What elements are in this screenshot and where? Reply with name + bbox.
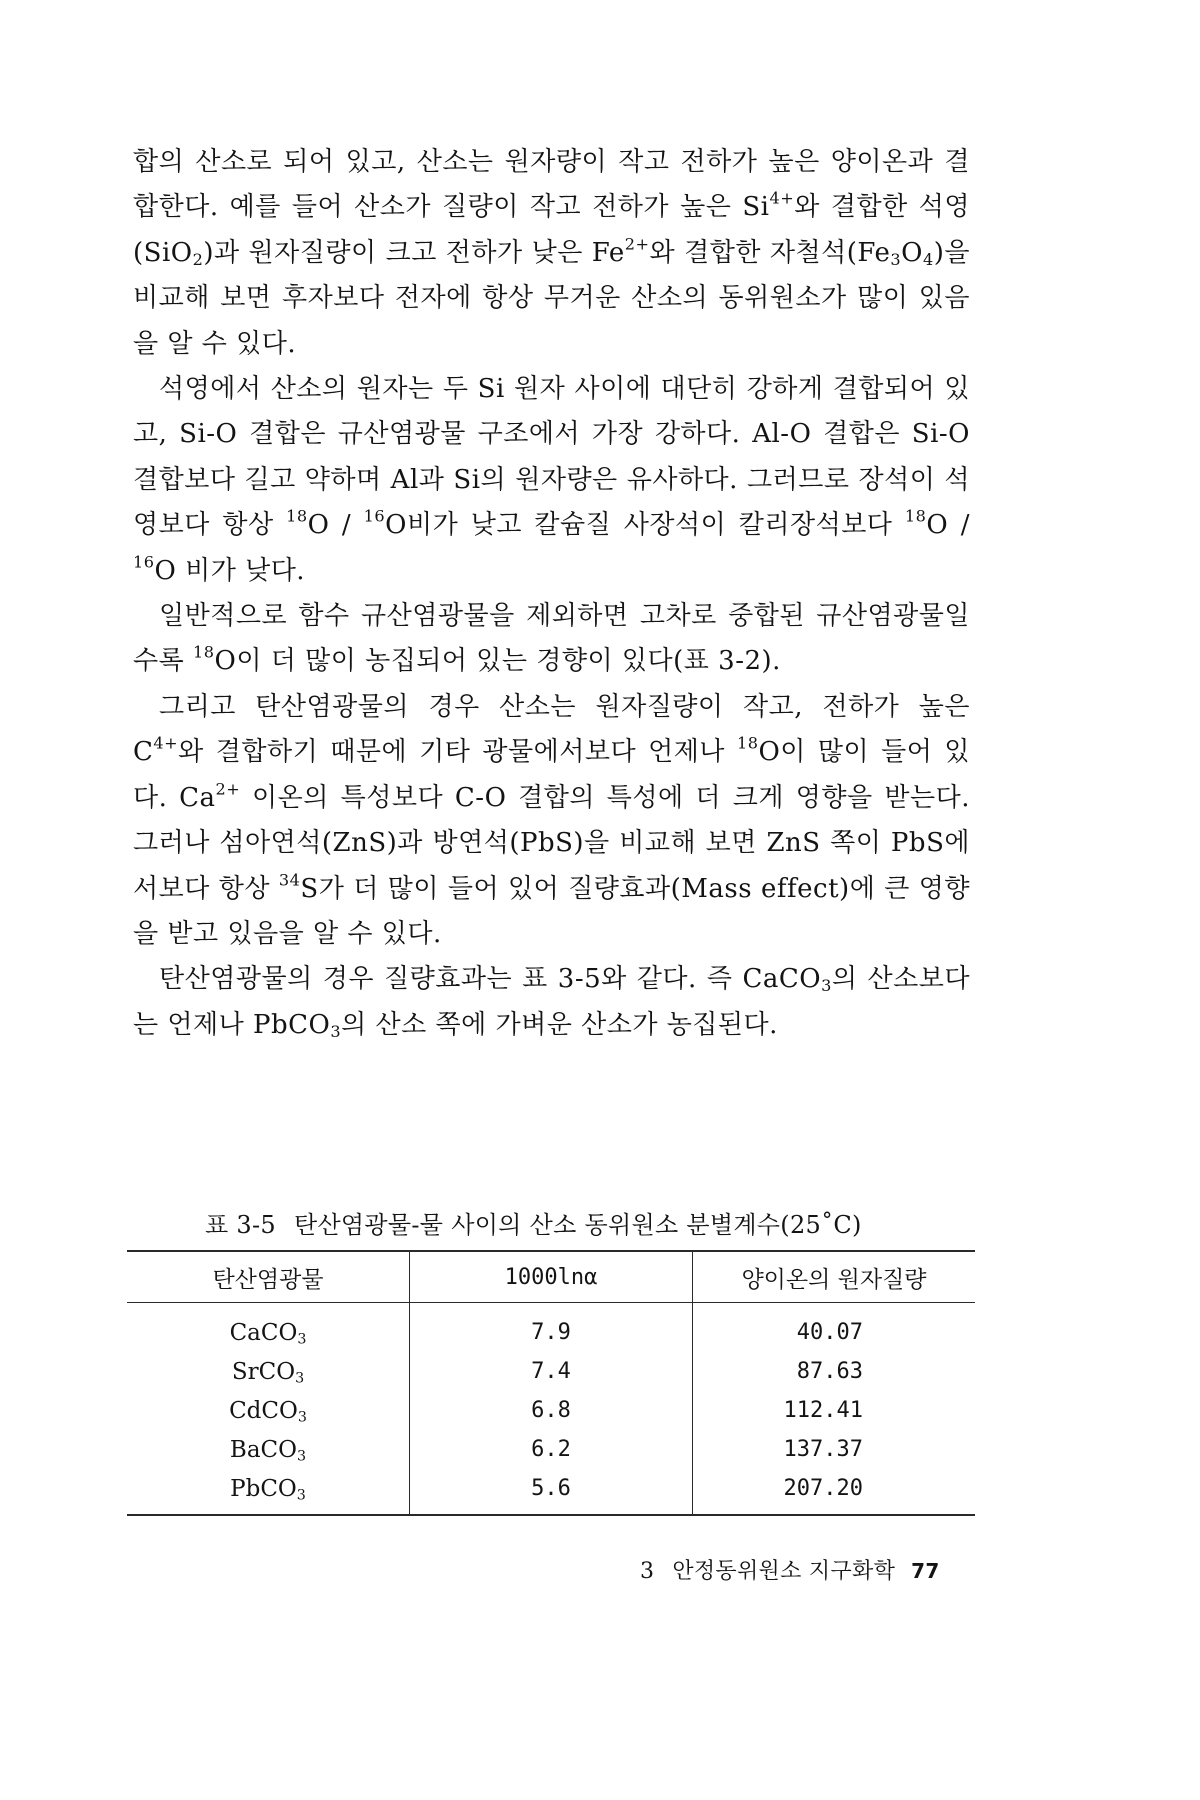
cell-atomic-mass: 207.20: [693, 1469, 976, 1515]
text-run: 와 결합하기 때문에 기타 광물에서보다 언제나: [178, 737, 737, 768]
paragraph: [133, 367, 970, 594]
cell-mineral: CaCO$_3$: [229, 1319, 307, 1348]
text-run: 이온의 특성보다 C-O 결합의 특성에 더 크게 영향을 받는다. 그러나 섬아연석(ZnS)과 방연석(PbS)을 비교해 보면 ZnS 쪽이 PbS에서보다 항상: [133, 782, 970, 904]
table-header-row: [127, 1251, 975, 1303]
table-row: [127, 1352, 975, 1391]
cell-mineral: BaCO$_3$: [229, 1436, 307, 1465]
text-run: O /: [926, 510, 970, 541]
chapter-number: 3: [640, 1559, 655, 1584]
superscript: 18: [736, 734, 759, 753]
subscript: 2: [192, 249, 204, 269]
table-row: [127, 1430, 975, 1469]
text-run: 석영에서 산소의 원자는 두 Si 원자 사이에 대단히 강하게 결합되어 있고, Si-O 결합은 규산염광물 구조에서 가장 강하다. Al-O 결합은 Si-O 결합보다 길고 약하며 Al과 Si의 원자량은 유사하다. 그러므로 장석이 석영보다 항상: [133, 374, 970, 541]
superscript: 18: [286, 506, 308, 526]
cell-fractionation: 5.6: [410, 1469, 693, 1515]
fractionation-table: [127, 1250, 975, 1516]
page-footer: [640, 1557, 980, 1586]
superscript: 2+: [624, 234, 650, 254]
paragraph: [133, 140, 970, 367]
header-mineral: 탄산염광물: [212, 1266, 324, 1293]
header-atomic-mass: 양이온의 원자질량: [693, 1251, 976, 1303]
paragraph: [133, 594, 970, 685]
superscript: 34: [278, 870, 301, 890]
cell-atomic-mass: 40.07: [693, 1303, 976, 1353]
superscript: 16: [363, 506, 386, 526]
cell-mineral: PbCO$_3$: [230, 1475, 306, 1504]
paragraph: [133, 957, 970, 1048]
cell-fractionation: 6.8: [410, 1391, 693, 1430]
text-run: O이 많이 들어 있다. Ca: [133, 737, 971, 813]
cell-mineral: SrCO$_3$: [231, 1358, 305, 1387]
table-row: [127, 1303, 975, 1353]
cell-atomic-mass: 87.63: [693, 1352, 976, 1391]
superscript: 18: [193, 643, 215, 663]
text-run: 의 산소보다는 언제나 PbCO: [133, 964, 970, 1040]
text-run: 그리고 탄산염광물의 경우 산소는 원자질량이 작고, 전하가 높은 C: [133, 691, 970, 768]
subscript: 3: [821, 976, 832, 996]
text-run: O: [901, 237, 923, 268]
text-run: 와 결합한 석영(SiO: [133, 192, 970, 268]
superscript: 16: [133, 552, 155, 572]
cell-atomic-mass: 112.41: [693, 1391, 976, 1430]
cell-fractionation: 6.2: [410, 1430, 693, 1469]
text-run: 의 산소 쪽에 가벼운 산소가 농집된다.: [341, 1009, 778, 1040]
superscript: 2+: [215, 779, 241, 799]
subscript: 4: [922, 249, 934, 269]
paragraph: [133, 685, 970, 957]
page-number: 77: [911, 1559, 940, 1583]
chapter-title: 안정동위원소 지구화학: [672, 1559, 896, 1584]
text-run: O /: [307, 510, 364, 541]
text-run: )을 비교해 보면 후자보다 전자에 항상 무거운 산소의 동위원소가 많이 있음을 알 수 있다.: [133, 237, 970, 359]
superscript: 4+: [769, 189, 795, 209]
table-row: [127, 1391, 975, 1430]
text-run: 탄산염광물의 경우 질량효과는 표 3-5와 같다. 즉 CaCO: [159, 964, 822, 995]
table-row: [127, 1469, 975, 1515]
superscript: 4+: [153, 734, 179, 753]
subscript: 3: [330, 1021, 342, 1041]
cell-mineral: CdCO$_3$: [229, 1397, 307, 1426]
cell-fractionation: 7.4: [410, 1352, 693, 1391]
text-run: O비가 낮고 칼슘질 사장석이 칼리장석보다: [385, 510, 905, 541]
text-run: O 비가 낮다.: [154, 555, 306, 586]
text-run: )과 원자질량이 크고 전하가 낮은 Fe: [203, 237, 625, 268]
cell-atomic-mass: 137.37: [693, 1430, 976, 1469]
table-caption: [205, 1210, 1005, 1240]
text-run: S가 더 많이 들어 있어 질량효과(Mass effect)에 큰 영향을 받고 있음을 알 수 있다.: [133, 873, 970, 949]
header-fractionation: 1000lnα: [410, 1251, 693, 1303]
text-run: 와 결합한 자철석(Fe: [649, 237, 891, 268]
table-caption-number: 표 3-5: [205, 1211, 276, 1239]
cell-fractionation: 7.9: [410, 1303, 693, 1353]
superscript: 18: [904, 506, 927, 526]
body-text: [133, 140, 970, 1048]
table-caption-text: 탄산염광물-물 사이의 산소 동위원소 분별계수(25˚C): [293, 1211, 862, 1239]
text-run: 일반적으로 함수 규산염광물을 제외하면 고차로 중합된 규산염광물일수록: [133, 601, 970, 677]
text-run: O이 더 많이 농집되어 있는 경향이 있다(표 3-2).: [214, 646, 781, 677]
text-run: 합의 산소로 되어 있고, 산소는 원자량이 작고 전하가 높은 양이온과 결합한다. 예를 들어 산소가 질량이 작고 전하가 높은 Si: [133, 147, 970, 223]
subscript: 3: [890, 249, 902, 269]
